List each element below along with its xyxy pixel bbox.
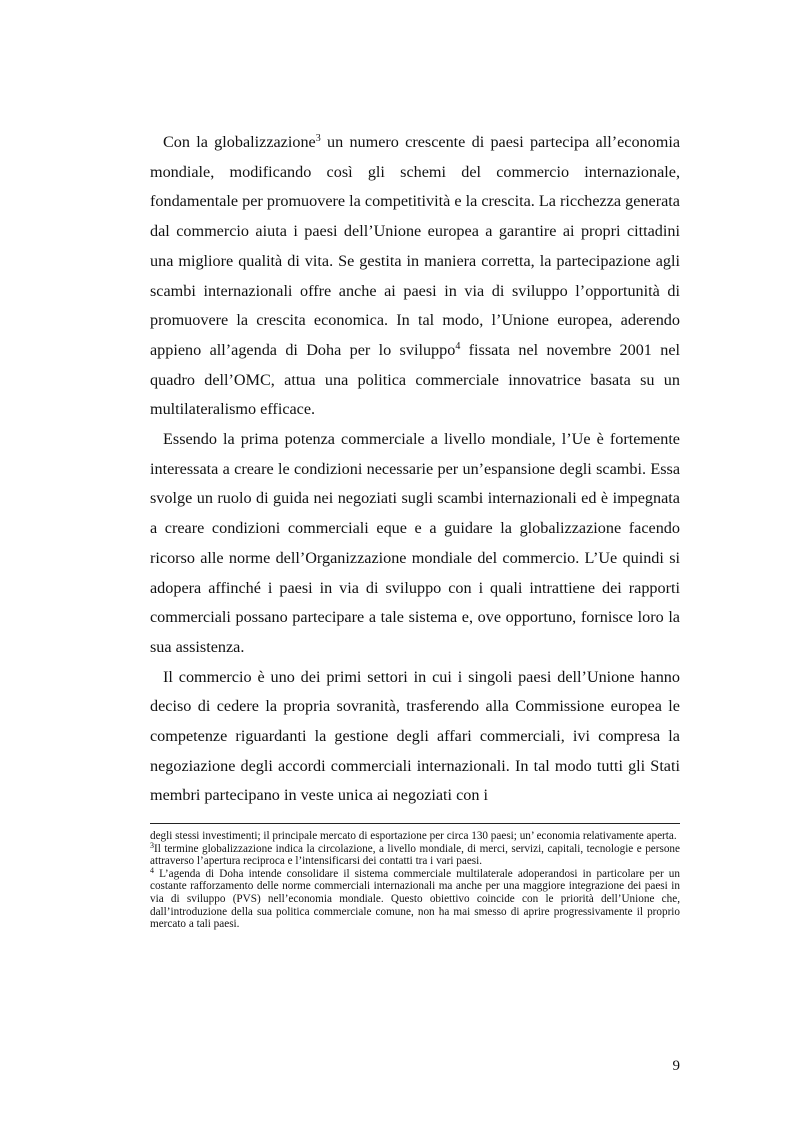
- footnote-mark-4: 4: [150, 865, 154, 875]
- paragraph-sovereignty: Il commercio è uno dei primi settori in cui i singoli paesi dell’Unione hanno deciso di cedere la propria sovranità, trasferendo alla Commissione europea le competenze riguardanti la gestione degli affari commerciali, ivi compresa la negoziazione degli accordi commerciali internazionali. In tal modo tutti gli Stati membri partecipano in veste unica ai negoziati con i: [150, 667, 680, 805]
- footnotes: [150, 830, 680, 931]
- footnote-ref-4[interactable]: 4: [455, 340, 461, 352]
- footnote-ref-3[interactable]: 3: [315, 133, 321, 144]
- footnote-3: [150, 840, 680, 868]
- paragraph-text: un numero crescente di paesi partecipa all’economia mondiale, modificando così gli schemi del commercio internazionale, fondamentale per promuovere la competitività e la crescita. La ricchezza generata dal commercio aiuta i paesi dell’Unione europea a garantire ai propri cittadini una migliore qualità di vita. Se gestita in maniera corretta, la partecipazione agli scambi internazionali offre anche ai paesi in via di sviluppo l’opportunità di promuovere la crescita economica. In tal modo, l’Unione europea, aderendo appieno all’agenda di Doha per lo sviluppo: [150, 133, 681, 359]
- footnote-4: [150, 865, 680, 931]
- page-number: 9: [672, 1058, 680, 1074]
- footnote-3-text: Il termine globalizzazione indica la circolazione, a livello mondiale, di merci, servizi, capitali, tecnologie e persone attraverso l’apertura reciproca e l’intensificarsi dei contatti tra i vari paesi.: [150, 842, 680, 868]
- footnote-mark-3: 3: [150, 840, 154, 850]
- paragraph-trade-power: Essendo la prima potenza commerciale a livello mondiale, l’Ue è fortemente interessata a creare le condizioni necessarie per un’espansione degli scambi. Essa svolge un ruolo di guida nei negoziati sugli scambi internazionali ed è impegnata a creare condizioni commerciali eque e a guidare la globalizzazione facendo ricorso alle norme dell’Organizzazione mondiale del commercio. L’Ue quindi si adopera affinché i paesi in via di sviluppo con i quali intrattiene dei rapporti commerciali possano partecipare a tale sistema e, ove opportuno, fornisce loro la sua assistenza.: [150, 430, 680, 656]
- footnote-4-text: L’agenda di Doha intende consolidare il sistema commerciale multilaterale adoperandosi in particolare per un costante rafforzamento delle norme commerciali internazionali ma anche per una maggiore integrazione dei paesi in via di sviluppo (PVS) nell’economia mondiale. Questo obiettivo coincide con le priorità dell’Unione che, dall’introduzione della sua politica commerciale comune, non ha mai smesso di aprire progressivamente il proprio mercato a tali paesi.: [150, 867, 680, 931]
- body-text: [150, 128, 680, 811]
- footnote-continuation: degli stessi investimenti; il principale mercato di esportazione per circa 130 paesi; un’ economia relativamente aperta.: [150, 830, 677, 842]
- footnote-divider: [150, 823, 680, 824]
- paragraph-text: Con la globalizzazione: [163, 133, 316, 151]
- paragraph-globalization: [150, 128, 680, 425]
- paragraph-text: fissata nel novembre 2001 nel quadro dell’OMC, attua una politica commerciale innovatrice basata su un multilateralismo efficace.: [150, 340, 680, 419]
